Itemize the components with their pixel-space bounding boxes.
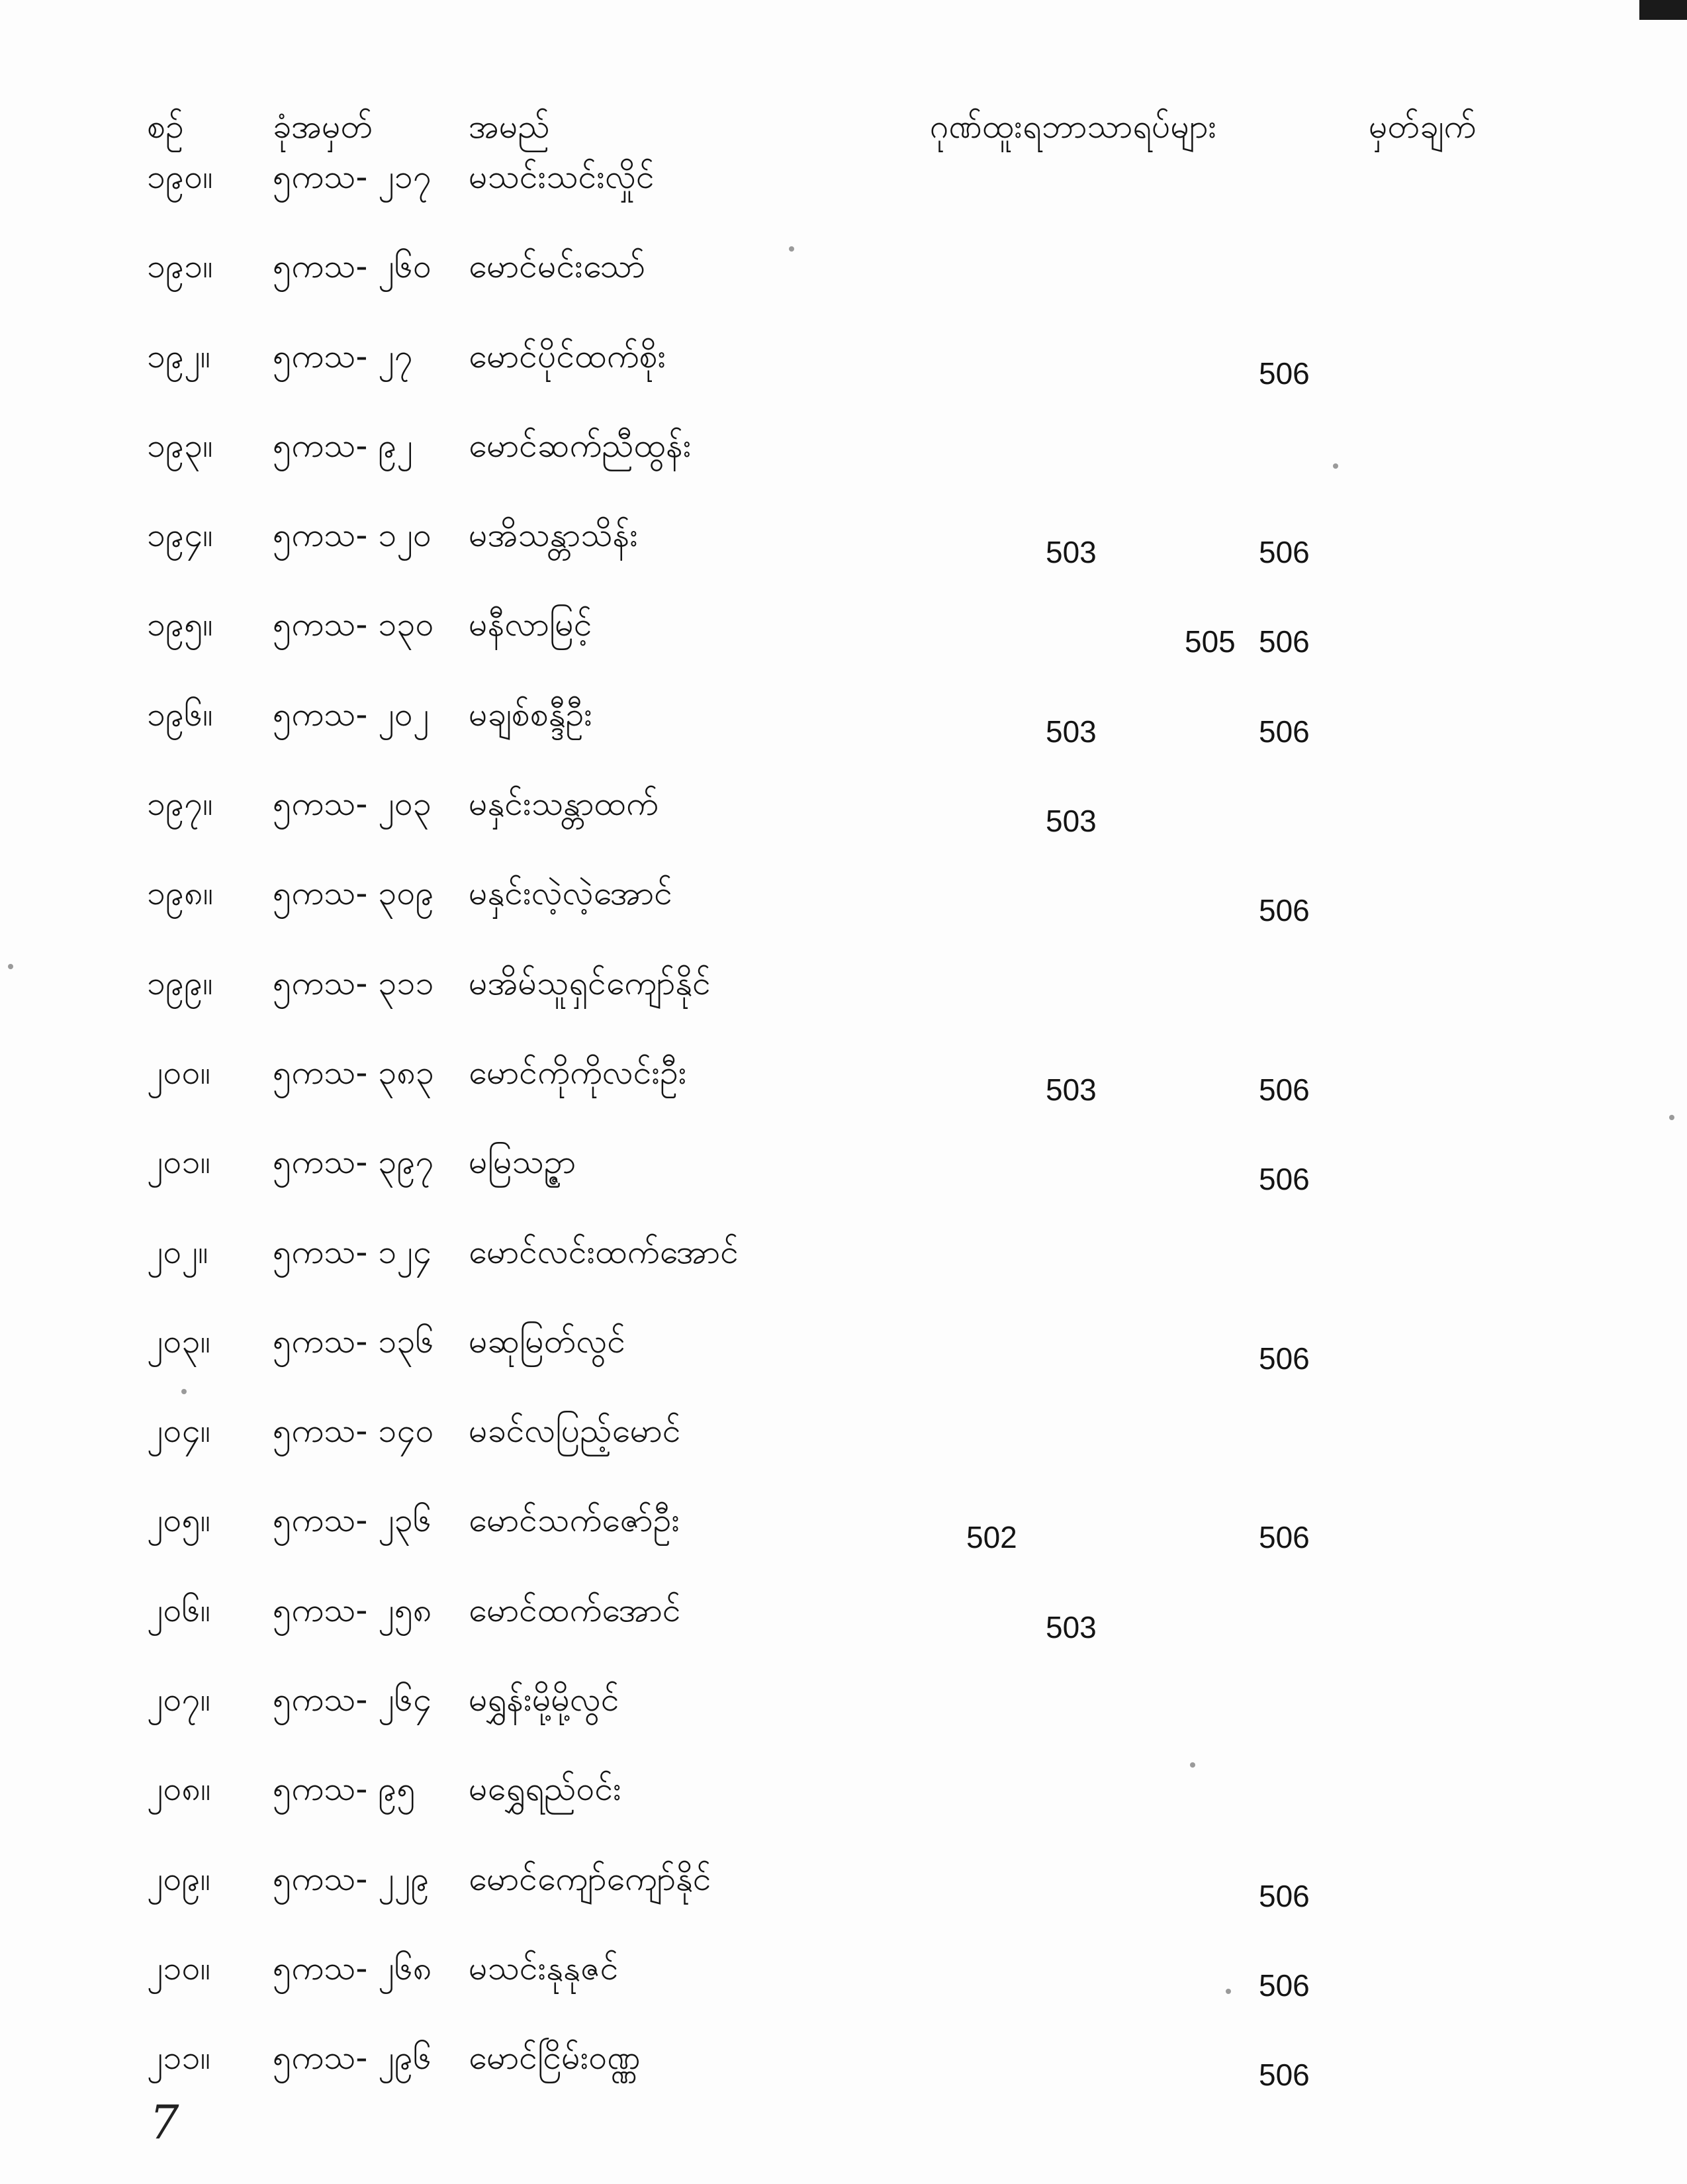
row-serial: ၂၀၁။ (147, 1143, 210, 1182)
row-serial: ၂၀၄။ (147, 1411, 210, 1450)
row-serial: ၁၉၀။ (147, 158, 213, 196)
row-serial: ၁၉၂။ (147, 336, 210, 375)
row-roll-no: ၅ကသ- ၂၀၃ (273, 784, 432, 824)
row-subject-503: 503 (1046, 714, 1097, 749)
row-serial: ၂၁၀။ (147, 1948, 210, 1987)
scan-speck (1226, 1989, 1231, 1994)
scan-speck (1669, 1115, 1674, 1120)
row-name: မောင်ထက်အောင် (469, 1590, 681, 1629)
table-row (0, 336, 1687, 425)
row-name: မောင်ဆက်ညီထွန်း (469, 426, 692, 465)
table-row (0, 783, 1687, 873)
row-name: မနှင်းသန္တာထက် (469, 784, 659, 824)
table-row (0, 1410, 1687, 1499)
table-row (0, 604, 1687, 693)
row-roll-no: ၅ကသ- ၂၁၇ (273, 158, 432, 196)
scan-speck (8, 964, 13, 969)
table-row (0, 1321, 1687, 1410)
results-table (0, 156, 1687, 2127)
table-row (0, 425, 1687, 514)
row-name: မသင်းနုနုဇင် (469, 1948, 619, 1987)
row-roll-no: ၅ကသ- ၃၈၃ (273, 1053, 435, 1092)
table-row (0, 2037, 1687, 2126)
row-name: မောင်မင်းသော် (469, 247, 646, 286)
row-subject-506: 506 (1259, 714, 1310, 749)
table-row (0, 1052, 1687, 1141)
row-roll-no: ၅ကသ- ၁၃၆ (273, 1321, 434, 1360)
row-serial: ၂၀၀။ (147, 1053, 210, 1092)
row-subject-506: 506 (1259, 1162, 1310, 1197)
row-roll-no: ၅ကသ- ၃၁၁ (273, 963, 434, 1002)
row-roll-no: ၅ကသ- ၃၉၇ (273, 1143, 434, 1182)
table-row (0, 1858, 1687, 1948)
row-serial: ၂၀၉။ (147, 1859, 210, 1898)
row-subject-506: 506 (1259, 1520, 1310, 1555)
table-row (0, 156, 1687, 246)
header-roll-no: ခုံအမှတ် (273, 107, 373, 146)
row-roll-no: ၅ကသ- ၂၉၆ (273, 2038, 432, 2077)
row-roll-no: ၅ကသ- ၂၇ (273, 336, 414, 375)
table-row (0, 1948, 1687, 2037)
row-name: မောင်သက်ဇော်ဦး (469, 1501, 680, 1540)
row-subject-506: 506 (1259, 1968, 1310, 2003)
row-serial: ၁၉၆။ (147, 694, 213, 734)
row-name: မဆုမြတ်လွင် (469, 1321, 626, 1360)
row-subject-506: 506 (1259, 1878, 1310, 1913)
row-serial: ၁၉၁။ (147, 247, 213, 286)
scan-speck (789, 246, 794, 252)
row-name: မောင်ကိုကိုလင်းဦး (469, 1053, 687, 1092)
scan-speck (1333, 463, 1338, 469)
row-subject-506: 506 (1259, 535, 1310, 570)
row-subject-503: 503 (1046, 1072, 1097, 1107)
row-name: မရွှေရည်ဝင်း (469, 1770, 621, 1809)
row-roll-no: ၅ကသ- ၁၃၀ (273, 605, 434, 644)
table-row (0, 1590, 1687, 1679)
table-row (0, 1768, 1687, 1858)
row-subject-506: 506 (1259, 1341, 1310, 1376)
table-row (0, 246, 1687, 335)
row-name: မအိသန္တာသိန်း (469, 516, 639, 555)
row-subject-503: 503 (1046, 804, 1097, 839)
row-name: မမြသဉ္ဇာ (469, 1143, 576, 1182)
row-roll-no: ၅ကသ- ၃၀၉ (273, 874, 434, 913)
row-roll-no: ၅ကသ- ၂၅၈ (273, 1590, 432, 1629)
row-roll-no: ၅ကသ- ၂၆၄ (273, 1680, 432, 1719)
row-subject-506: 506 (1259, 2058, 1310, 2093)
table-row (0, 963, 1687, 1052)
row-serial: ၂၀၅။ (147, 1501, 210, 1540)
row-serial: ၁၉၅။ (147, 605, 213, 644)
row-name: မခင်လပြည့်မောင် (469, 1411, 681, 1450)
table-row (0, 873, 1687, 962)
row-subject-503: 503 (1046, 535, 1097, 570)
row-subject-506: 506 (1259, 893, 1310, 928)
row-serial: ၂၁၁။ (147, 2038, 210, 2077)
table-row (0, 514, 1687, 604)
row-serial: ၂၀၃။ (147, 1321, 210, 1360)
row-roll-no: ၅ကသ- ၂၆၈ (273, 1948, 432, 1987)
row-roll-no: ၅ကသ- ၂၆၀ (273, 247, 432, 286)
header-serial: စဉ် (147, 107, 184, 146)
scan-speck (1190, 1762, 1195, 1768)
row-roll-no: ၅ကသ- ၁၂၄ (273, 1232, 432, 1271)
row-name: မချစ်စန္ဒီဦး (469, 694, 593, 734)
row-subject-506: 506 (1259, 1072, 1310, 1107)
table-row (0, 694, 1687, 783)
header-name: အမည် (469, 107, 550, 146)
row-subject-503: 503 (1046, 1609, 1097, 1644)
table-header (0, 99, 1687, 159)
row-serial: ၂၀၂။ (147, 1232, 208, 1271)
row-name: မရွှန်းမို့မို့လွင် (469, 1680, 619, 1719)
row-roll-no: ၅ကသ- ၁၂၀ (273, 516, 432, 555)
row-name: မောင်လင်းထက်အောင် (469, 1232, 739, 1271)
row-name: မသင်းသင်းလှိုင် (469, 158, 655, 196)
row-serial: ၁၉၉။ (147, 963, 213, 1002)
row-roll-no: ၅ကသ- ၉၂ (273, 426, 414, 465)
row-serial: ၁၉၇။ (147, 784, 213, 824)
row-name: မောင်ငြိမ်းဝဏ္ဏ (469, 2038, 641, 2077)
row-name: မနီလာမြင့် (469, 605, 592, 644)
row-name: မအိမ်သူရှင်ကျော်နိုင် (469, 963, 711, 1002)
row-subject-502: 502 (966, 1520, 1017, 1555)
row-subject-506: 506 (1259, 356, 1310, 391)
table-row (0, 1231, 1687, 1321)
page-number: 7 (150, 2095, 179, 2150)
row-name: မနှင်းလဲ့လဲ့အောင် (469, 874, 672, 913)
row-serial: ၁၉၄။ (147, 516, 213, 555)
scan-speck (181, 1389, 187, 1394)
row-subject-506: 506 (1259, 624, 1310, 659)
header-remarks: မှတ်ချက် (1369, 107, 1477, 146)
row-name: မောင်ပိုင်ထက်စိုး (469, 336, 666, 375)
row-roll-no: ၅ကသ- ၉၅ (273, 1770, 416, 1809)
header-distinction-subjects: ဂုဏ်ထူးရဘာသာရပ်များ (930, 107, 1217, 146)
table-row (0, 1141, 1687, 1231)
row-name: မောင်ကျော်ကျော်နိုင် (469, 1859, 711, 1898)
row-roll-no: ၅ကသ- ၂၂၉ (273, 1859, 430, 1898)
table-row (0, 1679, 1687, 1768)
row-serial: ၂၀၇။ (147, 1680, 210, 1719)
row-serial: ၂၀၆။ (147, 1590, 210, 1629)
row-roll-no: ၅ကသ- ၂၀၂ (273, 694, 430, 734)
table-row (0, 1499, 1687, 1589)
row-roll-no: ၅ကသ- ၂၃၆ (273, 1501, 432, 1540)
row-subject-505: 505 (1185, 624, 1236, 659)
row-roll-no: ၅ကသ- ၁၄၀ (273, 1411, 434, 1450)
row-serial: ၁၉၈။ (147, 874, 213, 913)
scan-corner-mark (1639, 0, 1687, 20)
row-serial: ၂၀၈။ (147, 1770, 211, 1809)
row-serial: ၁၉၃။ (147, 426, 213, 465)
